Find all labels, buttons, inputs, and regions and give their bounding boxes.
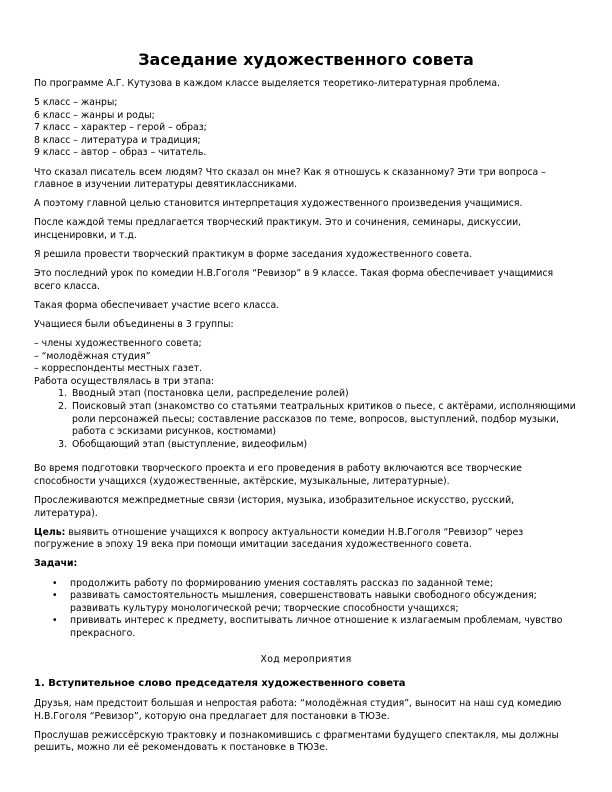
section-1-paragraph: Прослушав режиссёрскую трактовку и познакомившись с фрагментами будущего спектакля, мы должны решить, можно ли её рекомендовать к постановке в ТЮЗе.: [34, 729, 559, 754]
task-text: продолжить работу по формированию умения составлять рассказ по заданной теме;: [70, 577, 494, 589]
document-title: Заседание художественного совета: [138, 50, 474, 69]
goal-paragraph: [34, 527, 578, 552]
group-item: – “молодёжная студия”: [34, 350, 151, 362]
class-topic-item: 5 класс – жанры;: [34, 97, 118, 109]
tasks-list: [34, 578, 578, 641]
stage-item: 2. Поисковый этап (знакомство со статьями театральных критиков о пьесе, с актёрами, исполняющими роли персонажей пьесы; составление рассказов по теме, вопросов, выступлений, подбор музыки, работа с эскизами рисунков, костюмами): [70, 401, 578, 439]
class-topic-item: 6 класс – жанры и роды;: [34, 109, 155, 121]
paragraph-last-lesson: Это последний урок по комедии Н.В.Гоголя “Ревизор” в 9 классе. Такая форма обеспечивает учащимися всего класса.: [34, 268, 554, 292]
stage-item: 3. Обобщающий этап (выступление, видеофильм): [70, 439, 578, 452]
paragraph-creative-abilities: Во время подготовки творческого проекта и его проведения в работу включаются все творческие способности учащихся (художественные, актёрские, музыкальные, литературные).: [34, 463, 523, 487]
task-item: [52, 615, 578, 640]
groups-list: [34, 338, 578, 388]
course-heading: Ход мероприятия: [260, 654, 352, 666]
paragraph-groups-intro: Учащиеся были объединены в 3 группы:: [34, 318, 234, 330]
paragraph-practicum: После каждой темы предлагается творческий практикум. Это и сочинения, семинары, дискуссии, инсценировки, и т.д.: [34, 217, 522, 241]
group-item: – члены художественного совета;: [34, 338, 202, 349]
task-text: развивать самостоятельность мышления, совершенствовать навыки свободного обсуждения; развивать культуру монологической речи; творческие способности учащихся;: [70, 590, 537, 614]
group-item: – корреспонденты местных газет.: [34, 363, 203, 375]
intro-paragraph: По программе А.Г. Кутузова в каждом классе выделяется теоретико-литературная проблема.: [34, 78, 500, 89]
tasks-label: Задачи:: [34, 558, 78, 570]
class-topics-list: [34, 97, 578, 160]
goal-label: Цель:: [34, 526, 66, 538]
paragraph-participation: Такая форма обеспечивает участие всего класса.: [34, 299, 280, 311]
paragraph-interdisciplinary: Прослеживаются межпредметные связи (история, музыка, изобразительное искусство, русский, литература).: [34, 495, 515, 519]
bullet-icon: •: [52, 577, 58, 589]
class-topic-item: 7 класс – характер – герой – образ;: [34, 122, 207, 134]
class-topic-item: 9 класс – автор – образ – читатель.: [34, 147, 207, 159]
task-item: [52, 577, 578, 591]
task-text: прививать интерес к предмету, воспитывать личное отношение к излагаемым проблемам, чувство прекрасного.: [70, 615, 563, 639]
stage-item: 1. Вводный этап (постановка цели, распределение ролей): [70, 388, 578, 401]
class-topic-item: 8 класс – литература и традиция;: [34, 134, 201, 146]
section-1-heading: 1. Вступительное слово председателя художественного совета: [34, 678, 406, 690]
stages-list: [34, 388, 578, 451]
bullet-icon: •: [52, 615, 58, 627]
goal-text: выявить отношение учащихся к вопросу актуальности комедии Н.В.Гоголя “Ревизор” через погружение в эпоху 19 века при помощи имитации заседания художественного совета.: [34, 526, 524, 551]
stages-intro: Работа осуществлялась в три этапа:: [34, 375, 215, 387]
section-1-paragraph: Друзья, нам предстоит большая и непростая работа: “молодёжная студия”, выносит на наш суд комедию Н.В.Гоголя “Ревизор”, которую она предлагает для постановки в ТЮЗе.: [34, 698, 562, 722]
paragraph-questions: Что сказал писатель всем людям? Что сказал он мне? Как я отношусь к сказанному? Эти три вопроса – главное в изучении литературы девятиклассниками.: [34, 166, 546, 191]
bullet-icon: •: [52, 590, 58, 602]
paragraph-decision: Я решила провести творческий практикум в форме заседания художественного совета.: [34, 249, 473, 261]
paragraph-goal-interpretation: А поэтому главной целью становится интерпретация художественного произведения учащимися.: [34, 198, 523, 210]
task-item: [52, 590, 578, 615]
